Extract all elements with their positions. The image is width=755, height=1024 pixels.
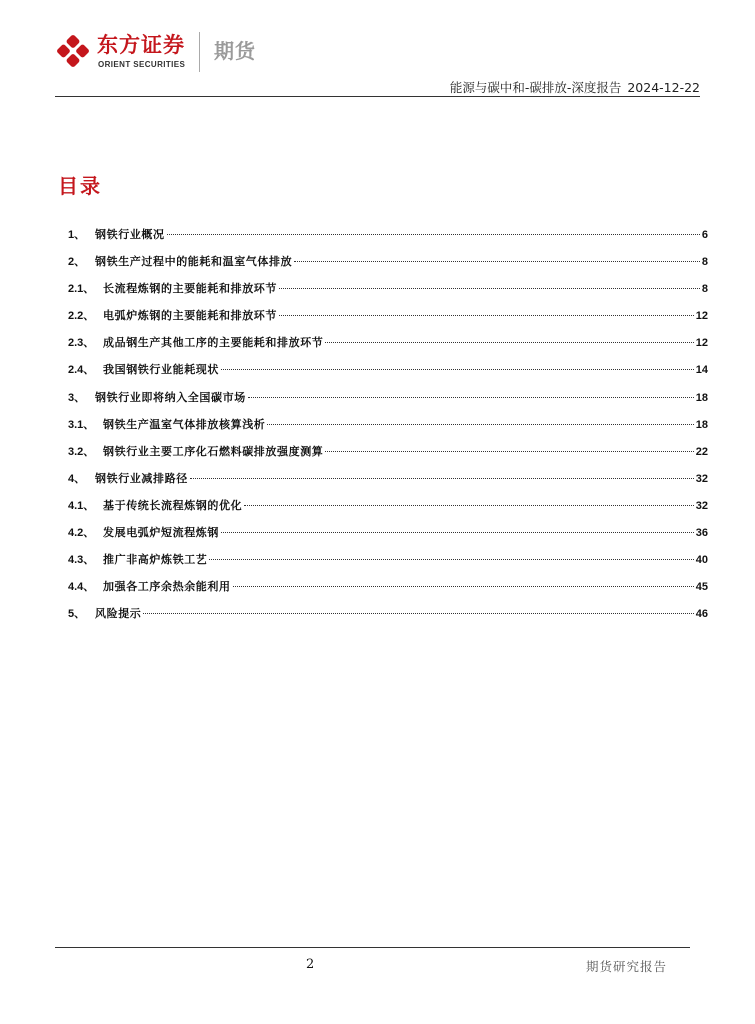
toc-entry-page: 22 <box>695 445 708 458</box>
toc-entry-title: 基于传统长流程炼钢的优化 <box>103 498 243 512</box>
toc-entry[interactable] <box>68 253 708 280</box>
toc-entry[interactable] <box>68 226 708 253</box>
toc-entry-title: 我国钢铁行业能耗现状 <box>103 363 219 377</box>
toc-dot-leader <box>209 559 693 560</box>
toc-dot-leader <box>221 369 694 370</box>
toc-dot-leader <box>167 234 700 235</box>
toc-entry-title: 风险提示 <box>95 607 142 621</box>
toc-entry-page: 40 <box>695 554 708 567</box>
toc-entry-title: 钢铁行业主要工序化石燃料碳排放强度测算 <box>103 444 324 458</box>
toc-dot-leader <box>244 505 694 506</box>
toc-entry-title: 发展电弧炉短流程炼钢 <box>103 526 219 540</box>
footer-label: 期货研究报告 <box>585 959 667 974</box>
toc-entry-number: 5、 <box>68 608 86 621</box>
report-info <box>450 78 700 96</box>
toc-dot-leader <box>190 478 694 479</box>
toc-entry[interactable] <box>68 551 708 578</box>
toc-entry-title: 钢铁生产温室气体排放核算浅析 <box>103 417 266 431</box>
toc-entry[interactable] <box>68 524 708 551</box>
toc-entry-number: 3、 <box>68 391 86 404</box>
toc-entry-number: 1、 <box>68 229 86 241</box>
toc-entry-page: 8 <box>701 256 708 269</box>
toc-entry-page: 8 <box>701 283 708 296</box>
toc-entry-page: 32 <box>695 472 708 485</box>
toc-entry-number: 4.4、 <box>68 581 95 594</box>
toc-entry[interactable] <box>68 578 708 605</box>
toc-entry-number: 4.2、 <box>68 527 95 540</box>
toc-dot-leader <box>325 451 693 452</box>
toc-dot-leader <box>279 288 700 289</box>
toc-entry-title: 成品钢生产其他工序的主要能耗和排放环节 <box>103 336 324 350</box>
toc-entry-page: 18 <box>695 418 708 431</box>
toc-entry-page: 32 <box>695 499 708 512</box>
section-label: 期货 <box>214 39 256 63</box>
toc-entry-title: 钢铁生产过程中的能耗和温室气体排放 <box>95 255 293 269</box>
toc-title: 目录 <box>58 174 102 198</box>
toc-entry-title: 推广非高炉炼铁工艺 <box>103 553 208 567</box>
toc-entry-title: 钢铁行业即将纳入全国碳市场 <box>95 390 246 404</box>
toc-entry-title: 加强各工序余热余能利用 <box>103 580 231 594</box>
toc-entry-number: 2.4、 <box>68 364 95 377</box>
report-title: 能源与碳中和-碳排放-深度报告 <box>449 80 622 95</box>
brand-name-cn: 东方证券 <box>97 33 185 57</box>
toc-entry[interactable] <box>68 307 708 334</box>
toc-entry-page: 6 <box>701 229 708 241</box>
toc-dot-leader <box>267 424 693 425</box>
toc-dot-leader <box>221 532 694 533</box>
header-divider <box>199 32 200 72</box>
toc-entry-number: 2.1、 <box>68 283 95 296</box>
toc-dot-leader <box>233 586 694 587</box>
toc-entry[interactable] <box>68 334 708 361</box>
toc-entry-title: 钢铁行业减排路径 <box>95 471 188 485</box>
report-date: 2024-12-22 <box>627 80 700 95</box>
footer-rule <box>55 947 690 948</box>
toc-dot-leader <box>325 342 693 343</box>
toc-entry-page: 46 <box>695 608 708 621</box>
toc-entry-page: 12 <box>695 310 708 323</box>
toc-dot-leader <box>248 397 694 398</box>
toc-entry-number: 4.3、 <box>68 554 95 567</box>
toc-entry-page: 14 <box>695 364 708 377</box>
toc-entry[interactable] <box>68 416 708 443</box>
toc-entry-number: 4.1、 <box>68 499 95 512</box>
toc-entry-page: 36 <box>695 527 708 540</box>
toc-entry-page: 45 <box>695 581 708 594</box>
toc-entry-number: 2.2、 <box>68 310 95 323</box>
toc-entry[interactable] <box>68 280 708 307</box>
toc-entry-title: 长流程炼钢的主要能耗和排放环节 <box>103 282 277 296</box>
toc-entry[interactable] <box>68 497 708 524</box>
toc-entry-title: 钢铁行业概况 <box>95 228 165 241</box>
toc-entry[interactable] <box>68 361 708 388</box>
toc-entry-number: 2、 <box>68 256 86 269</box>
brand-name-en: ORIENT SECURITIES <box>98 60 186 69</box>
table-of-contents <box>68 226 708 632</box>
toc-dot-leader <box>143 613 693 614</box>
toc-entry[interactable] <box>68 605 708 632</box>
toc-dot-leader <box>279 315 694 316</box>
toc-entry-number: 3.2、 <box>68 445 95 458</box>
header-rule <box>55 96 700 97</box>
toc-entry-number: 4、 <box>68 472 86 485</box>
toc-entry[interactable] <box>68 443 708 470</box>
page-number: 2 <box>306 957 315 972</box>
toc-entry-page: 18 <box>695 391 708 404</box>
toc-entry-number: 3.1、 <box>68 418 95 431</box>
toc-dot-leader <box>294 261 700 262</box>
orient-securities-logo-icon <box>55 33 91 69</box>
page-header <box>0 0 755 100</box>
toc-entry-number: 2.3、 <box>68 337 95 350</box>
toc-entry[interactable] <box>68 389 708 416</box>
toc-entry[interactable] <box>68 470 708 497</box>
toc-entry-page: 12 <box>695 337 708 350</box>
toc-entry-title: 电弧炉炼钢的主要能耗和排放环节 <box>103 309 277 323</box>
